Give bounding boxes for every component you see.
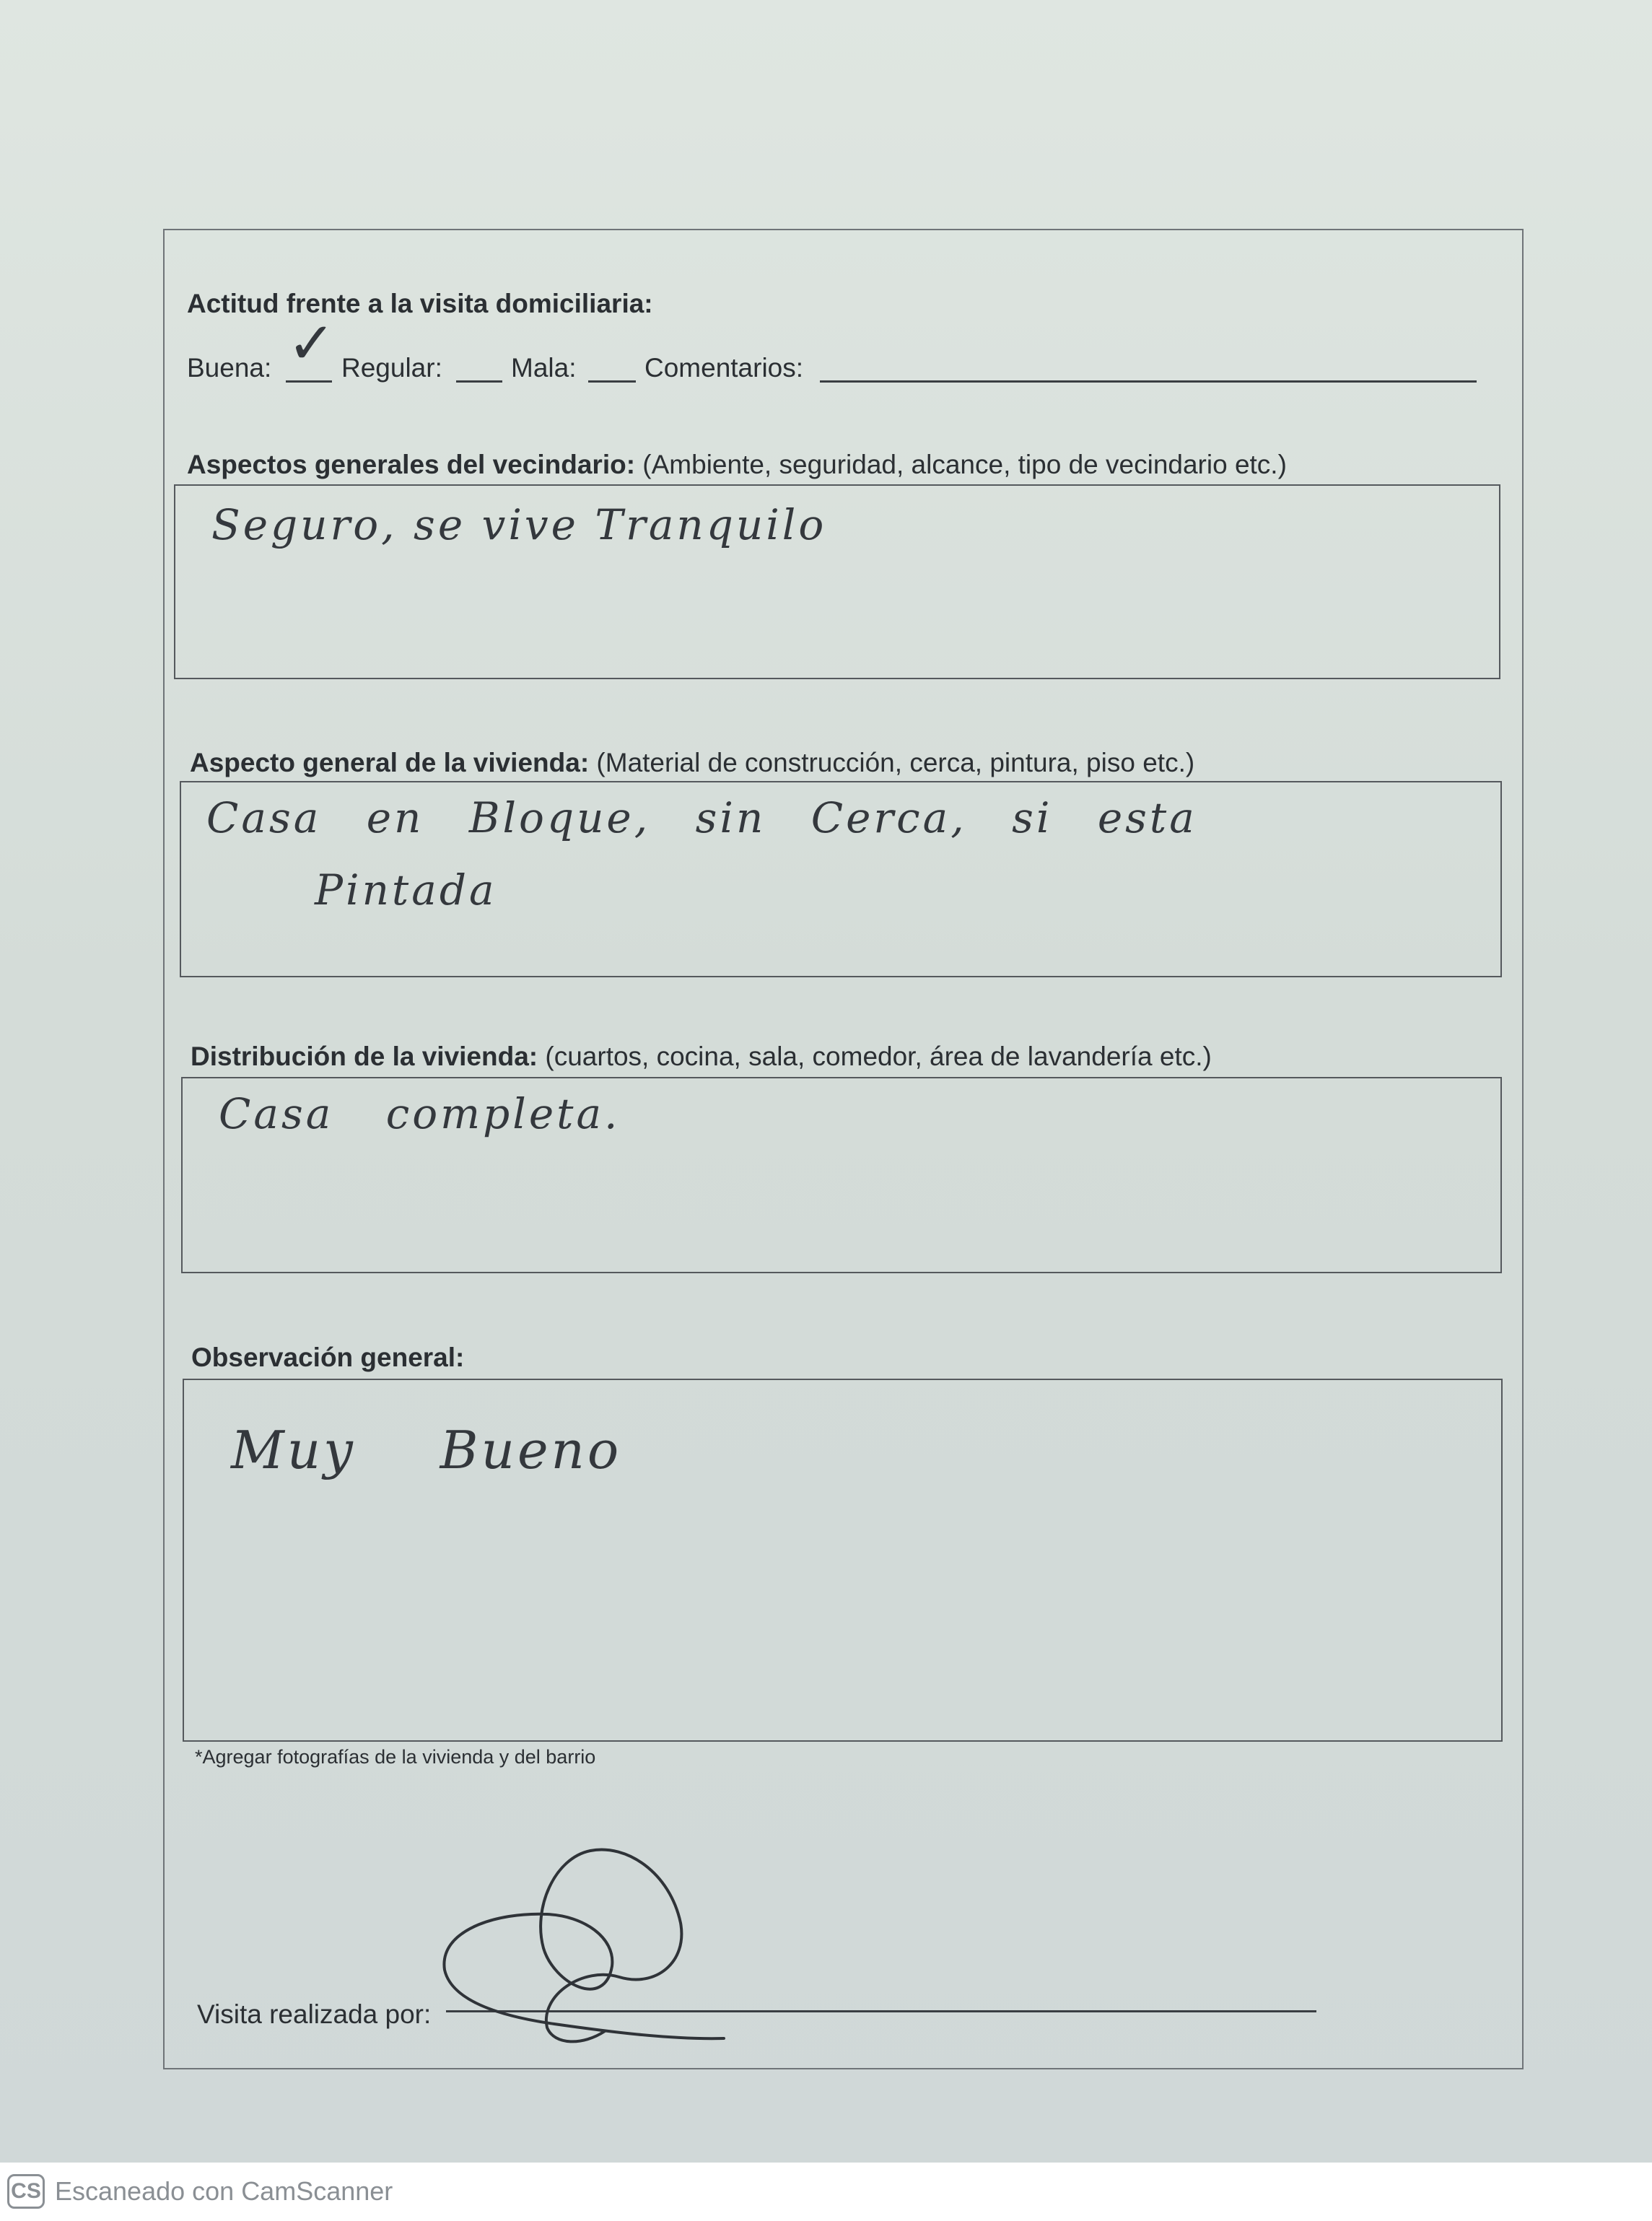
- distribution-box[interactable]: [181, 1077, 1502, 1273]
- housing-handwriting-line1: Casa en Bloque, sin Cerca, si esta: [206, 793, 1197, 842]
- housing-title: Aspecto general de la vivienda:: [190, 748, 590, 777]
- visit-label: Visita realizada por:: [197, 1999, 432, 2029]
- distribution-title: Distribución de la vivienda:: [191, 1042, 538, 1071]
- neighborhood-title: Aspectos generales del vecindario:: [187, 450, 636, 479]
- neighborhood-box[interactable]: [174, 484, 1500, 679]
- bad-blank[interactable]: [588, 380, 636, 383]
- neighborhood-heading: [187, 449, 1287, 481]
- observation-box[interactable]: [183, 1379, 1503, 1742]
- distribution-hint: (cuartos, cocina, sala, comedor, área de lavandería etc.): [545, 1042, 1212, 1071]
- housing-handwriting-line2: Pintada: [315, 865, 497, 915]
- distribution-handwriting: Casa completa.: [219, 1089, 621, 1138]
- comments-blank[interactable]: [820, 380, 1477, 383]
- good-checkmark: ✓: [287, 310, 339, 377]
- neighborhood-handwriting: Seguro, se vive Tranquilo: [211, 500, 827, 549]
- distribution-heading: [191, 1041, 1212, 1073]
- bad-label: Mala:: [511, 353, 577, 383]
- form-sheet: [163, 229, 1524, 2069]
- regular-label: Regular:: [341, 353, 442, 383]
- observation-title: Observación general:: [191, 1343, 465, 1372]
- camscanner-text: Escaneado con CamScanner: [55, 2176, 393, 2206]
- housing-hint: (Material de construcción, cerca, pintura, piso etc.): [596, 748, 1195, 777]
- neighborhood-hint: (Ambiente, seguridad, alcance, tipo de vecindario etc.): [642, 450, 1287, 479]
- housing-heading: [190, 747, 1194, 779]
- attitude-title: Actitud frente a la visita domiciliaria:: [187, 289, 653, 318]
- housing-box[interactable]: [180, 781, 1502, 977]
- observation-handwriting: Muy Bueno: [231, 1420, 622, 1480]
- photo-note: *Agregar fotografías de la vivienda y del barrio: [195, 1746, 596, 1768]
- comments-label: Comentarios:: [644, 353, 804, 383]
- camscanner-logo: CS: [7, 2174, 45, 2209]
- signature-drawing: [439, 1829, 742, 2053]
- good-blank[interactable]: [286, 380, 332, 383]
- regular-blank[interactable]: [456, 380, 502, 383]
- good-label: Buena:: [187, 353, 272, 383]
